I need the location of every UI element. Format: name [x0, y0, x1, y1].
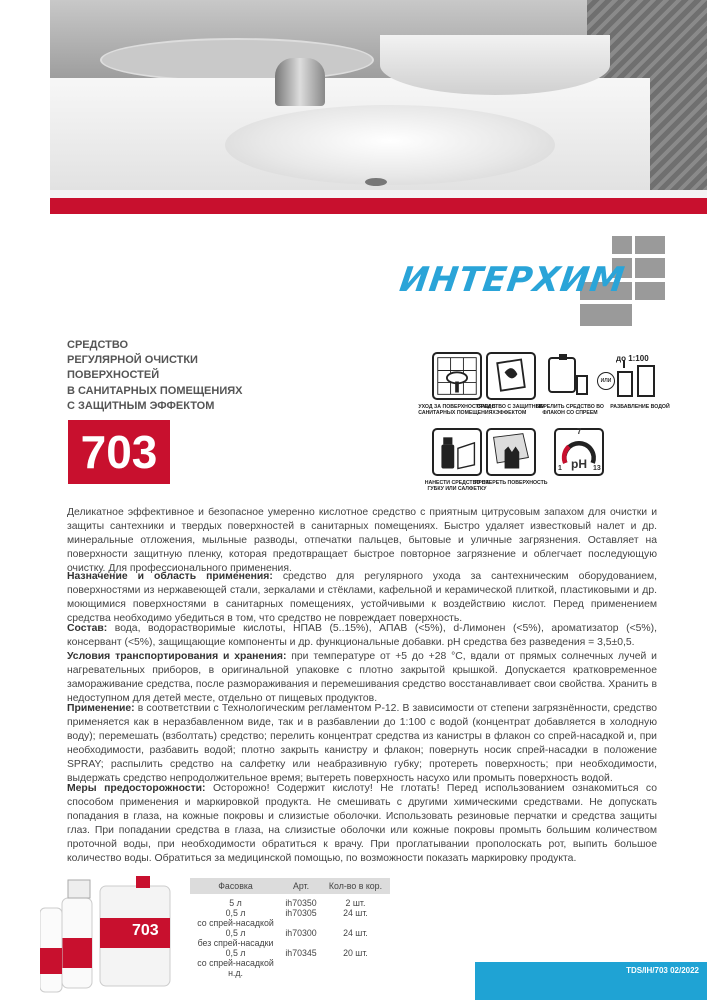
table-header: Фасовка: [190, 878, 281, 894]
title-line: В САНИТАРНЫХ ПОМЕЩЕНИЯХ: [67, 384, 243, 397]
table-cell: ih70345: [285, 948, 317, 958]
wipe-surface-icon: [486, 428, 536, 476]
product-title: [67, 338, 267, 414]
ph-min: 1: [558, 465, 562, 472]
document-reference: [475, 962, 707, 1000]
pictogram-label: НАНЕСТИ СРЕДСТВО НА ГУБКУ ИЛИ САЛФЕТКУ: [424, 480, 490, 492]
pictogram-label: УХОД ЗА ПОВЕРХНОСТЯМИ В САНИТАРНЫХ ПОМЕЩЕНИЯХ: [418, 404, 496, 416]
storage-section: [67, 650, 657, 706]
section-text: при температуре от +5 до +28 °С, вдали от прямых солнечных лучей и нагревательных приборов, в оригинальной упаковке с плотно закрытой крышкой. Допускается кратковременное замораживание средства, после размораживания и перемешивания средство восстанавливает свои свойства. Хранить в недоступном для детей месте, отдельно от пищевых продуктов.: [67, 651, 657, 704]
table-cell: 5 л: [229, 898, 242, 908]
protective-film-icon: [486, 352, 536, 400]
section-text: в соответствии с Технологическим регламентом Р-12. В зависимости от степени загрязнённости, средство применяется как в неразбавленном виде, так и в разбавлении до 1:100 с водой (концентрат добавляется в холодную воду); перемешать (взболтать) средство; перелить концентрат средства из канистры в флакон со спрей-насадкой и, при необходимости, разбавить водой; плотно закрыть канистру и флакон; повернуть носик спрей-насадки в положение SPRAY; распылить средство на салфетку или неабразивную губку; протереть поверхность; при необходимости, выдержать средство непродолжительное время; вытереть поверхность насухо или промыть поверхность водой.: [67, 703, 657, 784]
ph-label: pH: [571, 457, 587, 471]
or-badge: ИЛИ: [597, 372, 615, 390]
section-label: Меры предосторожности:: [67, 783, 206, 794]
caution-section: [67, 782, 657, 866]
pictogram-label: ПРОТЕРЕТЬ ПОВЕРХНОСТЬ: [474, 480, 548, 486]
hero-photo: [50, 0, 707, 200]
title-line: С ЗАЩИТНЫМ ЭФФЕКТОМ: [67, 399, 215, 412]
sink-care-icon: [432, 352, 482, 400]
logo-text: ИНТЕРХИМ: [397, 260, 628, 300]
title-line: ПОВЕРХНОСТЕЙ: [67, 369, 160, 382]
section-label: Применение:: [67, 703, 135, 714]
pictogram-label: ПЕРЕЛИТЬ СРЕДСТВО ВО ФЛАКОН СО СПРЕЕМ: [536, 404, 604, 416]
table-cell: 24 шт.: [343, 908, 368, 918]
table-cell: 0,5 л со спрей-насадкой н.д.: [197, 948, 274, 978]
section-text: средство для регулярного ухода за сантехническим оборудованием, поверхностями из нержавеющей стали, зеркалами и стёклами, кафельной и керамической плиткой, пластиковыми и др. моющимися поверхностями в санитарных помещениях, устойчивыми к воздействию кислот. Перед применением средства необходимо убедиться в том, что средство не повреждает поверхность.: [67, 571, 658, 624]
table-cell: ih70300: [285, 928, 317, 938]
table-row: [190, 928, 390, 948]
table-cell: ih70350: [285, 898, 317, 908]
product-bottles-image: [40, 868, 180, 1000]
table-cell: 24 шт.: [343, 928, 368, 938]
table-row: [190, 948, 390, 978]
table-header: Арт.: [281, 878, 321, 894]
table-cell: 0,5 л без спрей-насадки: [197, 928, 274, 948]
red-band: [50, 198, 707, 214]
table-row: [190, 894, 390, 908]
usage-section: [67, 702, 657, 786]
pictogram-label: РАЗБАВЛЕНИЕ ВОДОЙ: [610, 404, 670, 410]
table-cell: 2 шт.: [345, 898, 366, 908]
title-line: СРЕДСТВО: [67, 339, 129, 351]
table-row: [190, 908, 390, 928]
pictogram-label: СРЕДСТВО С ЗАЩИТНЫМ ЭФФЕКТОМ: [477, 404, 545, 416]
spray-onto-cloth-icon: [432, 428, 482, 476]
brand-logo: [397, 236, 665, 326]
section-text: вода, водорастворимые кислоты, НПАВ (5..15%), АПАВ (<5%), d-Лимонен (<5%), ароматизатор (<5%), консервант (<5%), защищающие компоненты и др. функциональные добавки. рН средства без разведения = 3,5±0,5.: [67, 623, 657, 648]
ph-value: 7: [577, 427, 582, 436]
composition-section: [67, 622, 657, 650]
table-header: Кол-во в кор.: [321, 878, 390, 894]
product-code: 703: [68, 420, 170, 484]
section-label: Условия транспортирования и хранения:: [67, 651, 287, 662]
title-line: РЕГУЛЯРНОЙ ОЧИСТКИ: [67, 354, 198, 367]
intro-paragraph: Деликатное эффективное и безопасное умеренно кислотное средство с приятным цитрусовым запахом для очистки и защиты сантехники и твердых поверхностей в санитарных помещениях. Быстро удаляет известковый налет и др. минеральные отложения, мыльные разводы, отпечатки пальцев, бытовые и уличные загрязнения. Оставляет на поверхности защитную пленку, которая предотвращает быстрое повторное загрязнение и облегчает последующую очистку. Для профессионального применения.: [67, 507, 657, 574]
table-cell: 0,5 л со спрей-насадкой: [197, 908, 274, 928]
packaging-table: [190, 878, 390, 978]
table-cell: ih70305: [285, 908, 317, 918]
bottle-label: 703: [132, 922, 159, 939]
purpose-section: [67, 570, 657, 626]
table-cell: 20 шт.: [343, 948, 368, 958]
ratio-label: до 1:100: [616, 354, 649, 363]
ph-max: 13: [593, 465, 601, 472]
pour-into-spray-icon: [545, 352, 595, 400]
section-label: Назначение и область применения:: [67, 571, 273, 582]
section-text: Осторожно! Содержит кислоту! Не глотать! Перед использованием ознакомиться со способом применения и маркировкой продукта. Не смешивать с другими химическими средствами. Не допускать попадания в глаза, на кожные покровы и слизистые оболочки. Использовать резиновые перчатки и средства защиты глаз. При попадании средства в глаза, на слизистые оболочки или кожные покровы промыть большим количеством проточной воды, при необходимости обратиться к врачу. При проглатывании прополоскать рот, выпить большое количество воды. Обратиться за медицинской помощью, по возможности показать маркировку продукта.: [67, 783, 657, 864]
doc-ref-text: TDS/IH/703 02/2022: [626, 966, 699, 975]
section-label: Состав:: [67, 623, 108, 634]
